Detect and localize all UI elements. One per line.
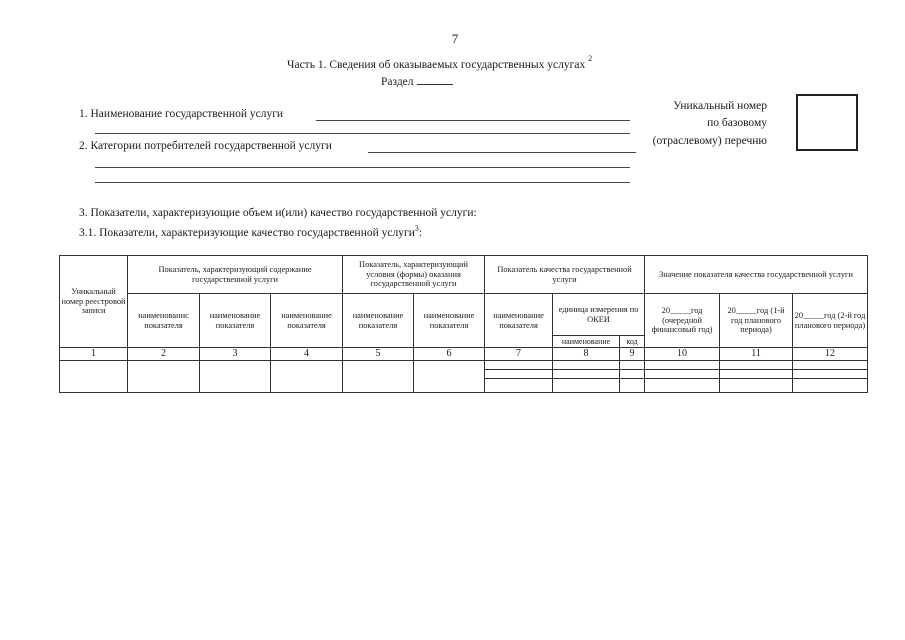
page-number: 7 bbox=[451, 31, 459, 46]
column-number: 11 bbox=[720, 348, 793, 361]
header-year-2: 20_____год (1-й год планового периода) bbox=[720, 294, 793, 348]
header-unit-code: код bbox=[620, 336, 645, 348]
consumer-category-line-2[interactable] bbox=[95, 167, 630, 168]
header-quality-indicator: Показатель качества государственной услуги bbox=[485, 256, 645, 294]
table-cell[interactable] bbox=[645, 360, 720, 369]
quality-indicators-label bbox=[79, 224, 422, 239]
quality-indicators-table bbox=[59, 255, 868, 393]
table-cell[interactable] bbox=[620, 378, 645, 392]
column-number: 4 bbox=[271, 348, 343, 361]
section-blank[interactable] bbox=[417, 74, 453, 85]
service-name-line-1[interactable] bbox=[316, 120, 630, 121]
header-quality-value: Значение показателя качества государственной услуги bbox=[645, 256, 868, 294]
header-unit-okei: единица измерения по ОКЕИ bbox=[553, 294, 645, 336]
part-title bbox=[287, 56, 592, 71]
part-footnote: 2 bbox=[588, 54, 593, 63]
column-number: 10 bbox=[645, 348, 720, 361]
consumer-category-line-3[interactable] bbox=[95, 182, 630, 183]
header-name-indicator: наименование показателя bbox=[343, 294, 414, 348]
table-cell[interactable] bbox=[793, 378, 868, 392]
column-number: 5 bbox=[343, 348, 414, 361]
header-unique-record: Уникальный номер реестровой записи bbox=[60, 256, 128, 348]
column-number: 9 bbox=[620, 348, 645, 361]
table-cell[interactable] bbox=[720, 378, 793, 392]
table-cell[interactable] bbox=[553, 378, 620, 392]
section-label-text: Раздел bbox=[381, 76, 414, 88]
unique-number-line2: по базовому bbox=[707, 117, 767, 129]
column-number: 3 bbox=[200, 348, 271, 361]
table-cell[interactable] bbox=[485, 369, 553, 378]
table-cell[interactable] bbox=[793, 369, 868, 378]
header-year-1: 20_____год (очередной финансовый год) bbox=[645, 294, 720, 348]
table-cell[interactable] bbox=[414, 360, 485, 392]
unique-number-line3: (отраслевому) перечню bbox=[652, 135, 767, 147]
table-cell[interactable] bbox=[645, 378, 720, 392]
column-number: 8 bbox=[553, 348, 620, 361]
header-name-indicator: наименование показателя bbox=[414, 294, 485, 348]
table-cell[interactable] bbox=[553, 369, 620, 378]
part-title-text: Часть 1. Сведения об оказываемых государственных услугах bbox=[287, 58, 586, 71]
quality-footnote: 3 bbox=[414, 224, 419, 233]
table-cell[interactable] bbox=[485, 378, 553, 392]
header-name-indicator: наименование показателя bbox=[200, 294, 271, 348]
table-cell[interactable] bbox=[620, 369, 645, 378]
table-cell[interactable] bbox=[60, 360, 128, 392]
service-name-label: 1. Наименование государственной услуги bbox=[79, 108, 284, 120]
table-cell[interactable] bbox=[793, 360, 868, 369]
table-cell[interactable] bbox=[620, 360, 645, 369]
column-number: 6 bbox=[414, 348, 485, 361]
column-number: 1 bbox=[60, 348, 128, 361]
header-year-3: 20_____год (2-й год планового периода) bbox=[793, 294, 868, 348]
table-cell[interactable] bbox=[128, 360, 200, 392]
unique-number-box[interactable] bbox=[796, 94, 858, 151]
column-number: 2 bbox=[128, 348, 200, 361]
table-cell[interactable] bbox=[485, 360, 553, 369]
quality-indicators-text: 3.1. Показатели, характеризующие качество государственной услуги bbox=[79, 226, 415, 239]
table-cell[interactable] bbox=[720, 360, 793, 369]
header-conditions-indicator: Показатель, характеризующий условия (формы) оказания государственной услуги bbox=[343, 256, 485, 294]
indicators-label: 3. Показатели, характеризующие объем и(или) качество государственной услуги: bbox=[79, 207, 477, 219]
table-cell[interactable] bbox=[200, 360, 271, 392]
table-cell[interactable] bbox=[343, 360, 414, 392]
header-name-indicator: наименование показателя bbox=[271, 294, 343, 348]
table-cell[interactable] bbox=[645, 369, 720, 378]
header-unit-name: наименование bbox=[553, 336, 620, 348]
header-name-indicator: наименование показателя bbox=[485, 294, 553, 348]
section-label bbox=[381, 74, 453, 88]
column-number: 12 bbox=[793, 348, 868, 361]
unique-number-line1: Уникальный номер bbox=[673, 100, 767, 112]
quality-suffix: : bbox=[418, 226, 423, 239]
table-cell[interactable] bbox=[553, 360, 620, 369]
service-name-line-2[interactable] bbox=[95, 133, 630, 134]
header-name-indicator: наименованис показателя bbox=[128, 294, 200, 348]
column-number: 7 bbox=[485, 348, 553, 361]
table-cell[interactable] bbox=[271, 360, 343, 392]
consumer-category-line-1[interactable] bbox=[368, 152, 636, 153]
consumer-category-label: 2. Категории потребителей государственной услуги bbox=[79, 140, 332, 152]
header-content-indicator: Показатель, характеризующий содержание государственной услуги bbox=[128, 256, 343, 294]
table-cell[interactable] bbox=[720, 369, 793, 378]
